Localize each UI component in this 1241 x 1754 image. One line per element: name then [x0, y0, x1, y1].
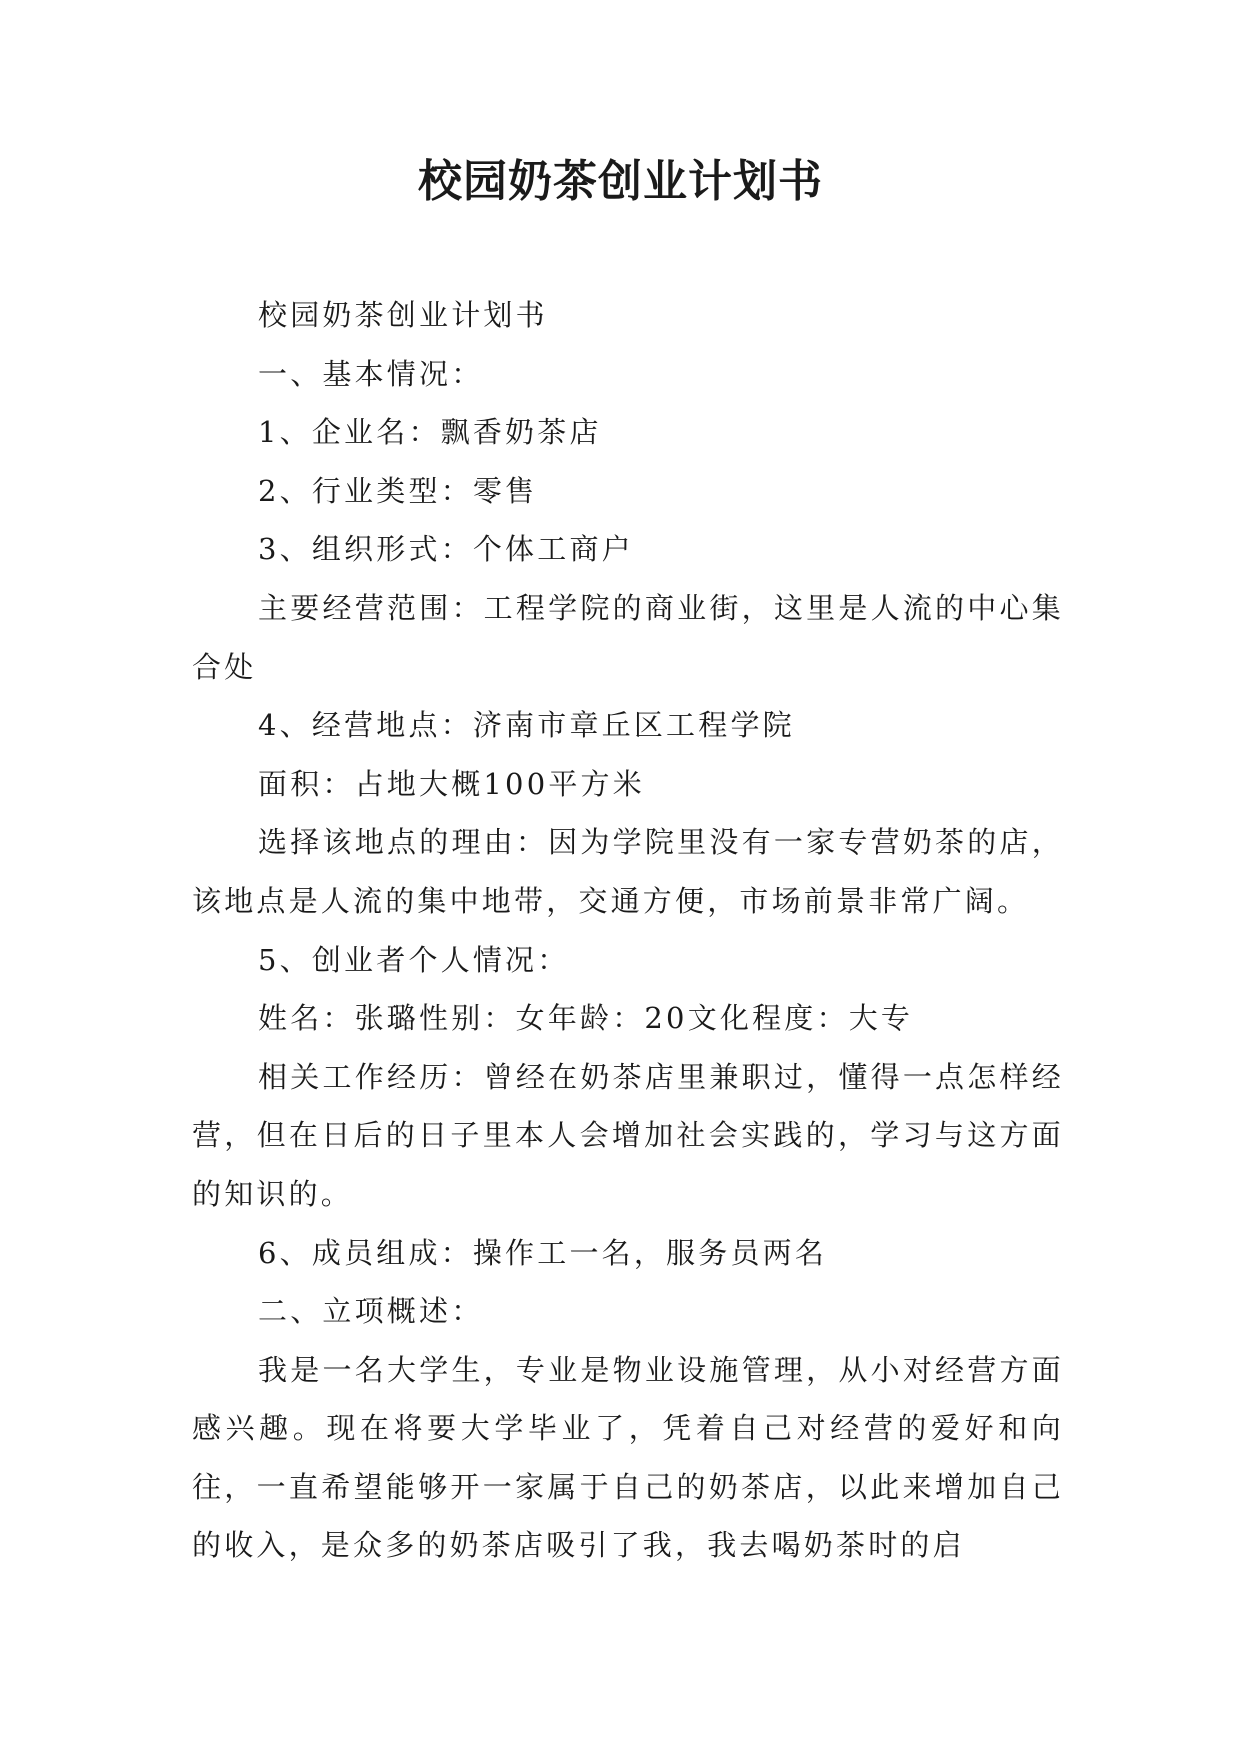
- paragraph-organization-form: 3、组织形式：个体工商户: [258, 532, 634, 567]
- paragraph-industry-type: 2、行业类型：零售: [258, 473, 538, 508]
- paragraph-business-scope: 主要经营范围：工程学院的商业街，这里是人流的中心集合处: [192, 590, 1064, 684]
- paragraph-business-name: 1、企业名：飘香奶茶店: [258, 415, 602, 450]
- document-title: 校园奶茶创业计划书: [418, 156, 823, 207]
- paragraph-overview-text: 我是一名大学生，专业是物业设施管理，从小对经营方面感兴趣。现在将要大学毕业了，凭着自己对经营的爱好和向往，一直希望能够开一家属于自己的奶茶店，以此来增加自己的收入，是众多的奶茶店吸引了我，我去喝奶茶时的启: [192, 1352, 1064, 1563]
- paragraph-section-basic-info: 一、基本情况：: [258, 356, 484, 391]
- paragraph-founder-details: 姓名：张璐性别：女年龄：20文化程度：大专: [258, 1001, 914, 1036]
- paragraph-business-location: 4、经营地点：济南市章丘区工程学院: [258, 708, 795, 743]
- paragraph-area: 面积：占地大概100平方米: [258, 766, 645, 801]
- paragraph-location-reason: 选择该地点的理由：因为学院里没有一家专营奶茶的店，该地点是人流的集中地带，交通方便，市场前景非常广阔。: [192, 825, 1064, 918]
- paragraph-work-experience: 相关工作经历：曾经在奶茶店里兼职过，懂得一点怎样经营，但在日后的日子里本人会增加社会实践的，学习与这方面的知识的。: [192, 1059, 1064, 1211]
- paragraph-founder-info: 5、创业者个人情况：: [258, 942, 570, 977]
- paragraph-section-overview: 二、立项概述：: [258, 1294, 484, 1329]
- paragraph-team-members: 6、成员组成：操作工一名，服务员两名: [258, 1235, 828, 1270]
- document-body: [192, 286, 1064, 1575]
- paragraph-heading-repeat: 校园奶茶创业计划书: [258, 298, 548, 332]
